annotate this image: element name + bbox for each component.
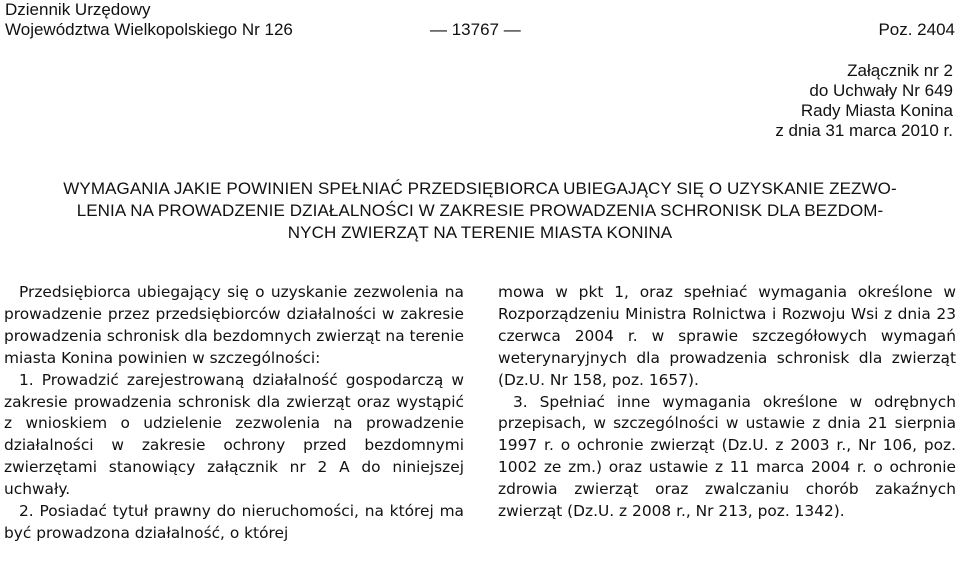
item-2-paragraph: 2. Posiadać tytuł prawny do nieruchomości, na której ma być prowadzona działalność, o której [4,502,464,542]
right-column [498,282,956,523]
position-number: Poz. 2404 [878,20,955,39]
intro-paragraph: Przedsiębiorca ubiegający się o uzyskanie zezwolenia na prowadzenie przez przedsiębiorców działalności w zakresie prowadzenia schronisk dla bezdomnych zwierząt na terenie miasta Konina powinien w szczególności: [4,283,464,367]
annex-block [775,61,953,141]
journal-subtitle: Województwa Wielkopolskiego Nr 126 [5,20,293,39]
annex-council: Rady Miasta Konina [800,101,953,120]
item-2-continuation: mowa w pkt 1, oraz spełniać wymagania określone w Rozporządzeniu Ministra Rolnictwa i Rozwoju Wsi z dnia 23 czerwca 2004 r. w sprawie szczegółowych wymagań weterynaryjnych dla prowadzenia schronisk dla zwierząt (Dz.U. Nr 158, poz. 1657). [498,283,956,389]
page-number: — 13767 — [430,20,521,39]
title-line-1: WYMAGANIA JAKIE POWINIEN SPEŁNIAĆ PRZEDSIĘBIORCA UBIEGAJĄCY SIĘ O UZYSKANIE ZEZWO- [63,179,897,198]
item-3-paragraph: 3. Spełniać inne wymagania określone w odrębnych przepisach, w szczególności w ustawie z dnia 21 sierpnia 1997 r. o ochronie zwierząt (Dz.U. z 2003 r., Nr 106, poz. 1002 ze zm.) oraz ustawie z 11 marca 2004 r. o ochronie zdrowia zwierząt oraz zwalczaniu chorób zakaźnych zwierząt (Dz.U. z 2008 r., Nr 213, poz. 1342). [498,392,956,521]
annex-date: z dnia 31 marca 2010 r. [775,121,953,140]
item-1-paragraph: 1. Prowadzić zarejestrowaną działalność gospodarczą w zakresie prowadzenia schronisk dla zwierząt oraz wystąpić z wnioskiem o udzielenie zezwolenia na prowadzenie działalności w zakresie ochrony przed bezdomnymi zwierzętami stanowiący załącznik nr 2 A do niniejszej uchwały. [4,370,464,499]
title-line-2: LENIA NA PROWADZENIE DZIAŁALNOŚCI W ZAKRESIE PROWADZENIA SCHRONISK DLA BEZDOM- [76,201,884,220]
annex-resolution: do Uchwały Nr 649 [809,81,953,100]
title-line-3: NYCH ZWIERZĄT NA TERENIE MIASTA KONINA [287,223,673,242]
left-column [4,282,464,545]
page-header [5,0,955,40]
annex-number: Załącznik nr 2 [847,61,953,80]
document-title [5,178,955,244]
journal-title: Dziennik Urzędowy [5,0,151,19]
